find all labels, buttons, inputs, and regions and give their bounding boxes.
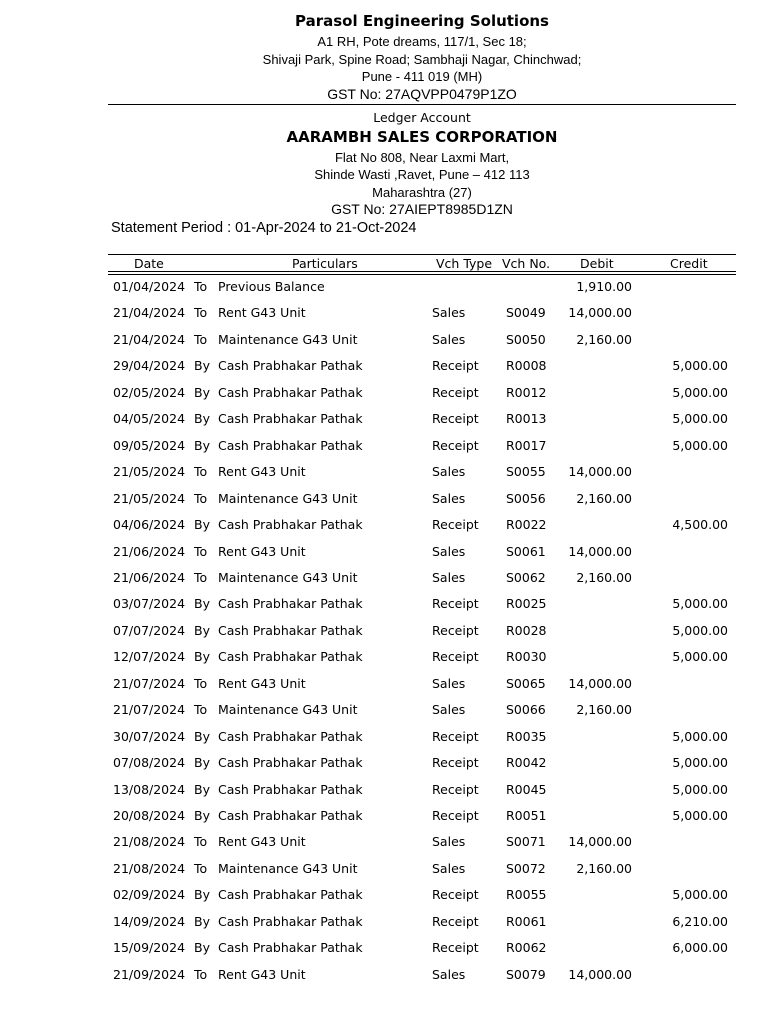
row-particulars: Cash Prabhakar Pathak bbox=[218, 755, 363, 771]
row-direction: By bbox=[194, 728, 210, 744]
row-vch-no: R0042 bbox=[506, 755, 547, 771]
row-direction: To bbox=[194, 331, 208, 347]
row-particulars: Cash Prabhakar Pathak bbox=[218, 940, 363, 956]
row-date: 09/05/2024 bbox=[113, 437, 186, 453]
row-date: 21/04/2024 bbox=[113, 331, 186, 347]
row-date: 21/06/2024 bbox=[113, 543, 186, 559]
row-direction: To bbox=[194, 305, 208, 321]
row-date: 21/05/2024 bbox=[113, 464, 186, 480]
row-vch-type: Receipt bbox=[432, 887, 479, 903]
row-debit: 14,000.00 bbox=[568, 464, 632, 480]
row-vch-no: R0062 bbox=[506, 940, 547, 956]
row-direction: By bbox=[194, 596, 210, 612]
row-particulars: Cash Prabhakar Pathak bbox=[218, 728, 363, 744]
column-header-vch-type: Vch Type bbox=[436, 256, 493, 271]
row-direction: By bbox=[194, 437, 210, 453]
row-credit: 5,000.00 bbox=[672, 384, 728, 400]
row-credit: 5,000.00 bbox=[672, 358, 728, 374]
row-direction: To bbox=[194, 834, 208, 850]
row-date: 21/08/2024 bbox=[113, 834, 186, 850]
row-particulars: Cash Prabhakar Pathak bbox=[218, 358, 363, 374]
table-row bbox=[0, 861, 768, 881]
row-direction: By bbox=[194, 913, 210, 929]
row-particulars: Cash Prabhakar Pathak bbox=[218, 411, 363, 427]
row-vch-no: S0050 bbox=[506, 331, 546, 347]
row-vch-type: Receipt bbox=[432, 517, 479, 533]
party-address-line: Maharashtra (27) bbox=[372, 185, 472, 200]
row-vch-no: R0051 bbox=[506, 808, 547, 823]
table-row bbox=[0, 729, 768, 749]
row-direction: To bbox=[194, 279, 208, 294]
row-date: 14/09/2024 bbox=[113, 913, 186, 929]
column-header-credit: Credit bbox=[670, 256, 708, 271]
row-particulars: Rent G43 Unit bbox=[218, 464, 306, 480]
row-particulars: Cash Prabhakar Pathak bbox=[218, 808, 363, 823]
row-particulars: Cash Prabhakar Pathak bbox=[218, 596, 363, 612]
row-vch-no: S0065 bbox=[506, 675, 546, 691]
row-date: 07/08/2024 bbox=[113, 755, 186, 771]
table-row bbox=[0, 623, 768, 643]
column-header-debit: Debit bbox=[580, 256, 614, 271]
row-vch-no: S0061 bbox=[506, 543, 546, 559]
row-particulars: Cash Prabhakar Pathak bbox=[218, 437, 363, 453]
row-credit: 5,000.00 bbox=[672, 808, 728, 823]
row-date: 20/08/2024 bbox=[113, 808, 186, 823]
row-credit: 6,210.00 bbox=[672, 913, 728, 929]
row-date: 21/04/2024 bbox=[113, 305, 186, 321]
column-header-date: Date bbox=[134, 256, 164, 271]
table-row bbox=[0, 702, 768, 722]
row-date: 02/05/2024 bbox=[113, 384, 186, 400]
row-vch-no: R0008 bbox=[506, 358, 547, 374]
row-date: 29/04/2024 bbox=[113, 358, 186, 374]
row-date: 21/07/2024 bbox=[113, 702, 186, 718]
table-row bbox=[0, 755, 768, 775]
row-vch-type: Sales bbox=[432, 834, 466, 850]
row-vch-no: S0071 bbox=[506, 834, 546, 850]
row-debit: 14,000.00 bbox=[568, 305, 632, 321]
row-direction: To bbox=[194, 675, 208, 691]
row-vch-no: R0055 bbox=[506, 887, 547, 903]
row-debit: 2,160.00 bbox=[576, 490, 632, 506]
row-vch-no: R0035 bbox=[506, 728, 547, 744]
ledger-title: Ledger Account bbox=[373, 110, 471, 125]
table-header-bottom-rule bbox=[108, 271, 736, 272]
row-vch-type: Sales bbox=[432, 305, 466, 321]
row-vch-type: Sales bbox=[432, 331, 466, 347]
row-date: 07/07/2024 bbox=[113, 622, 186, 638]
table-row bbox=[0, 940, 768, 960]
row-debit: 14,000.00 bbox=[568, 966, 632, 982]
row-direction: By bbox=[194, 940, 210, 956]
row-vch-type: Receipt bbox=[432, 358, 479, 374]
row-credit: 5,000.00 bbox=[672, 622, 728, 638]
row-direction: By bbox=[194, 781, 210, 797]
row-direction: By bbox=[194, 517, 210, 533]
table-row bbox=[0, 305, 768, 325]
table-row bbox=[0, 332, 768, 352]
row-date: 04/06/2024 bbox=[113, 517, 186, 533]
company-gst: GST No: 27AQVPP0479P1ZO bbox=[327, 86, 517, 102]
row-date: 21/09/2024 bbox=[113, 966, 186, 982]
table-row bbox=[0, 411, 768, 431]
row-debit: 2,160.00 bbox=[576, 702, 632, 718]
row-direction: To bbox=[194, 702, 208, 718]
row-particulars: Rent G43 Unit bbox=[218, 543, 306, 559]
table-header-bottom-rule bbox=[108, 274, 736, 275]
row-direction: By bbox=[194, 649, 210, 665]
row-direction: By bbox=[194, 358, 210, 374]
row-credit: 5,000.00 bbox=[672, 411, 728, 427]
row-vch-no: S0062 bbox=[506, 569, 546, 585]
row-vch-type: Receipt bbox=[432, 649, 479, 665]
row-date: 30/07/2024 bbox=[113, 728, 186, 744]
row-date: 21/06/2024 bbox=[113, 569, 186, 585]
row-vch-no: S0056 bbox=[506, 490, 546, 506]
row-vch-type: Receipt bbox=[432, 781, 479, 797]
row-date: 02/09/2024 bbox=[113, 887, 186, 903]
row-debit: 2,160.00 bbox=[576, 331, 632, 347]
row-vch-no: S0055 bbox=[506, 464, 546, 480]
row-debit: 14,000.00 bbox=[568, 543, 632, 559]
table-row bbox=[0, 834, 768, 854]
table-row bbox=[0, 967, 768, 987]
party-name: AARAMBH SALES CORPORATION bbox=[286, 128, 558, 146]
row-date: 12/07/2024 bbox=[113, 649, 186, 665]
row-date: 04/05/2024 bbox=[113, 411, 186, 427]
table-row bbox=[0, 570, 768, 590]
row-vch-type: Receipt bbox=[432, 384, 479, 400]
table-row bbox=[0, 914, 768, 934]
row-credit: 5,000.00 bbox=[672, 755, 728, 771]
row-vch-type: Sales bbox=[432, 966, 466, 982]
row-vch-no: R0017 bbox=[506, 437, 547, 453]
row-direction: To bbox=[194, 860, 208, 876]
row-date: 21/07/2024 bbox=[113, 675, 186, 691]
row-vch-type: Sales bbox=[432, 464, 466, 480]
row-particulars: Cash Prabhakar Pathak bbox=[218, 649, 363, 665]
row-vch-type: Receipt bbox=[432, 808, 479, 823]
row-particulars: Maintenance G43 Unit bbox=[218, 569, 358, 585]
row-vch-type: Sales bbox=[432, 569, 466, 585]
row-date: 01/04/2024 bbox=[113, 279, 186, 294]
row-direction: To bbox=[194, 569, 208, 585]
row-particulars: Previous Balance bbox=[218, 279, 325, 294]
table-row bbox=[0, 887, 768, 907]
row-vch-type: Sales bbox=[432, 702, 466, 718]
row-vch-type: Sales bbox=[432, 860, 466, 876]
table-row bbox=[0, 544, 768, 564]
row-vch-type: Sales bbox=[432, 490, 466, 506]
row-vch-type: Sales bbox=[432, 675, 466, 691]
row-debit: 1,910.00 bbox=[576, 279, 632, 294]
table-row bbox=[0, 517, 768, 537]
row-debit: 2,160.00 bbox=[576, 569, 632, 585]
row-particulars: Maintenance G43 Unit bbox=[218, 860, 358, 876]
company-address-line: Pune - 411 019 (MH) bbox=[361, 69, 483, 84]
row-vch-no: S0079 bbox=[506, 966, 546, 982]
party-address-line: Shinde Wasti ,Ravet, Pune – 412 113 bbox=[314, 167, 530, 182]
row-vch-no: R0028 bbox=[506, 622, 547, 638]
company-address-line: A1 RH, Pote dreams, 117/1, Sec 18; bbox=[317, 34, 527, 49]
table-row bbox=[0, 358, 768, 378]
row-vch-no: R0061 bbox=[506, 913, 547, 929]
row-date: 13/08/2024 bbox=[113, 781, 186, 797]
header-divider bbox=[108, 104, 736, 105]
row-vch-no: R0022 bbox=[506, 517, 547, 533]
table-row bbox=[0, 808, 768, 828]
row-particulars: Maintenance G43 Unit bbox=[218, 490, 358, 506]
row-vch-no: S0072 bbox=[506, 860, 546, 876]
table-row bbox=[0, 279, 768, 299]
row-vch-type: Sales bbox=[432, 543, 466, 559]
row-direction: By bbox=[194, 755, 210, 771]
row-debit: 14,000.00 bbox=[568, 834, 632, 850]
table-row bbox=[0, 491, 768, 511]
row-credit: 6,000.00 bbox=[672, 940, 728, 956]
column-header-vch-no: Vch No. bbox=[502, 256, 551, 271]
row-vch-no: R0013 bbox=[506, 411, 547, 427]
row-credit: 5,000.00 bbox=[672, 649, 728, 665]
company-address-line: Shivaji Park, Spine Road; Sambhaji Nagar, Chinchwad; bbox=[262, 52, 582, 67]
row-direction: By bbox=[194, 384, 210, 400]
row-date: 03/07/2024 bbox=[113, 596, 186, 612]
row-particulars: Maintenance G43 Unit bbox=[218, 331, 358, 347]
row-particulars: Cash Prabhakar Pathak bbox=[218, 517, 363, 533]
row-debit: 14,000.00 bbox=[568, 675, 632, 691]
table-row bbox=[0, 464, 768, 484]
row-direction: By bbox=[194, 411, 210, 427]
row-credit: 5,000.00 bbox=[672, 437, 728, 453]
row-vch-no: R0012 bbox=[506, 384, 547, 400]
row-vch-type: Receipt bbox=[432, 622, 479, 638]
table-row bbox=[0, 596, 768, 616]
row-debit: 2,160.00 bbox=[576, 860, 632, 876]
row-vch-no: S0049 bbox=[506, 305, 546, 321]
row-vch-type: Receipt bbox=[432, 437, 479, 453]
row-particulars: Cash Prabhakar Pathak bbox=[218, 384, 363, 400]
row-vch-type: Receipt bbox=[432, 411, 479, 427]
row-particulars: Rent G43 Unit bbox=[218, 675, 306, 691]
row-vch-no: R0030 bbox=[506, 649, 547, 665]
party-gst: GST No: 27AIEPT8985D1ZN bbox=[331, 201, 513, 217]
row-particulars: Maintenance G43 Unit bbox=[218, 702, 358, 718]
row-vch-no: R0025 bbox=[506, 596, 547, 612]
row-direction: By bbox=[194, 622, 210, 638]
row-direction: To bbox=[194, 966, 208, 982]
row-direction: By bbox=[194, 808, 210, 823]
row-credit: 5,000.00 bbox=[672, 728, 728, 744]
row-vch-type: Receipt bbox=[432, 755, 479, 771]
row-vch-no: S0066 bbox=[506, 702, 546, 718]
table-row bbox=[0, 676, 768, 696]
row-particulars: Rent G43 Unit bbox=[218, 834, 306, 850]
row-vch-type: Receipt bbox=[432, 940, 479, 956]
row-particulars: Cash Prabhakar Pathak bbox=[218, 622, 363, 638]
column-header-particulars: Particulars bbox=[292, 256, 358, 271]
row-particulars: Cash Prabhakar Pathak bbox=[218, 887, 363, 903]
row-credit: 5,000.00 bbox=[672, 781, 728, 797]
row-particulars: Rent G43 Unit bbox=[218, 966, 306, 982]
company-name: Parasol Engineering Solutions bbox=[295, 12, 549, 30]
row-vch-type: Receipt bbox=[432, 596, 479, 612]
table-row bbox=[0, 649, 768, 669]
row-date: 21/05/2024 bbox=[113, 490, 186, 506]
row-particulars: Cash Prabhakar Pathak bbox=[218, 913, 363, 929]
row-credit: 5,000.00 bbox=[672, 887, 728, 903]
party-address-line: Flat No 808, Near Laxmi Mart, bbox=[334, 150, 510, 165]
row-direction: By bbox=[194, 887, 210, 903]
row-direction: To bbox=[194, 543, 208, 559]
table-row bbox=[0, 438, 768, 458]
row-date: 15/09/2024 bbox=[113, 940, 186, 956]
row-date: 21/08/2024 bbox=[113, 860, 186, 876]
row-vch-type: Receipt bbox=[432, 913, 479, 929]
row-direction: To bbox=[194, 464, 208, 480]
table-row bbox=[0, 385, 768, 405]
row-vch-no: R0045 bbox=[506, 781, 547, 797]
row-particulars: Cash Prabhakar Pathak bbox=[218, 781, 363, 797]
row-particulars: Rent G43 Unit bbox=[218, 305, 306, 321]
row-vch-type: Receipt bbox=[432, 728, 479, 744]
row-credit: 4,500.00 bbox=[672, 517, 728, 533]
table-row bbox=[0, 782, 768, 802]
table-header-top-rule bbox=[108, 254, 736, 255]
row-credit: 5,000.00 bbox=[672, 596, 728, 612]
row-direction: To bbox=[194, 490, 208, 506]
statement-period: Statement Period : 01-Apr-2024 to 21-Oct-2024 bbox=[111, 220, 417, 236]
